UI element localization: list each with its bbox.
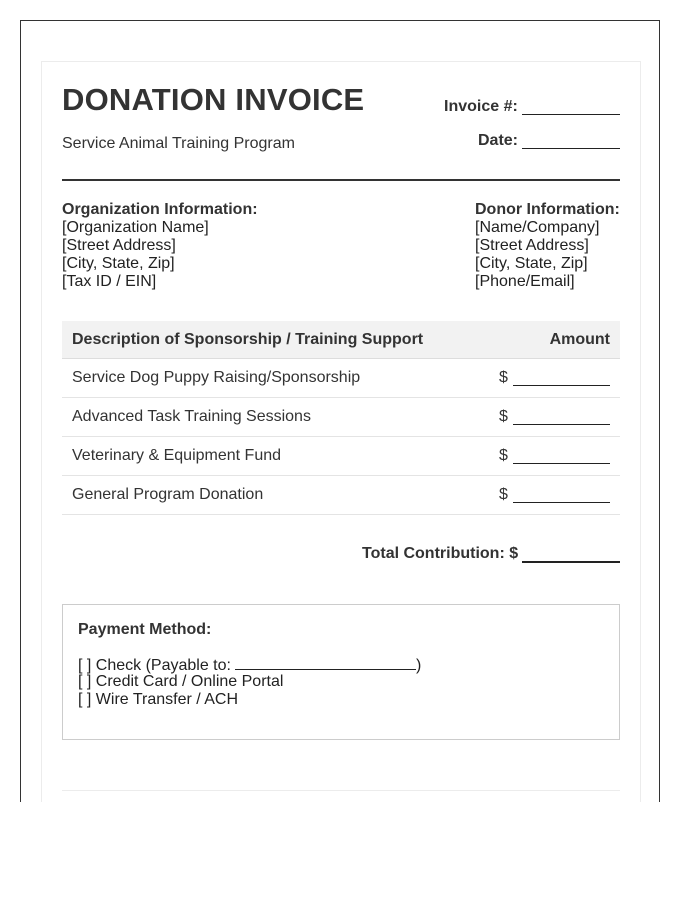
donor-name: [Name/Company]	[475, 219, 600, 236]
payment-option-check[interactable]	[78, 655, 421, 675]
check-option-label: [ ] Check (Payable to:	[78, 657, 231, 674]
table-row	[62, 359, 620, 398]
footer-divider	[62, 790, 620, 791]
page-title: DONATION INVOICE	[62, 82, 365, 117]
total-contribution-field[interactable]	[522, 561, 620, 563]
donor-contact: [Phone/Email]	[475, 273, 575, 290]
row-description: General Program Donation	[72, 486, 264, 503]
payment-option-wire[interactable]: [ ] Wire Transfer / ACH	[78, 691, 239, 708]
currency-symbol: $	[499, 369, 508, 386]
organization-heading: Organization Information:	[62, 201, 258, 218]
date-field[interactable]	[522, 148, 620, 149]
currency-symbol: $	[499, 447, 508, 464]
donor-city: [City, State, Zip]	[475, 255, 588, 272]
organization-city: [City, State, Zip]	[62, 255, 175, 272]
amount-field[interactable]	[513, 424, 610, 425]
amount-field[interactable]	[513, 502, 610, 503]
table-row	[62, 437, 620, 476]
currency-symbol: $	[499, 486, 508, 503]
total-contribution-label: Total Contribution: $	[362, 545, 519, 562]
payment-method-box	[62, 604, 620, 740]
organization-name: [Organization Name]	[62, 219, 209, 236]
donor-heading: Donor Information:	[475, 201, 620, 218]
description-column-header: Description of Sponsorship / Training Support	[72, 331, 424, 348]
table-header	[62, 321, 620, 359]
invoice-number-field[interactable]	[522, 114, 620, 115]
organization-tax-id: [Tax ID / EIN]	[62, 273, 157, 290]
currency-symbol: $	[499, 408, 508, 425]
amount-column-header: Amount	[549, 331, 610, 348]
program-subtitle: Service Animal Training Program	[62, 135, 295, 152]
amount-field[interactable]	[513, 385, 610, 386]
payable-to-field[interactable]	[235, 655, 416, 670]
header-divider	[62, 179, 620, 181]
row-description: Advanced Task Training Sessions	[72, 408, 311, 425]
table-row	[62, 398, 620, 437]
table-row	[62, 476, 620, 515]
organization-street: [Street Address]	[62, 237, 176, 254]
row-description: Service Dog Puppy Raising/Sponsorship	[72, 369, 361, 386]
amount-field[interactable]	[513, 463, 610, 464]
donor-street: [Street Address]	[475, 237, 589, 254]
invoice-number-label: Invoice #:	[444, 98, 518, 115]
row-description: Veterinary & Equipment Fund	[72, 447, 282, 464]
check-option-close: )	[415, 657, 422, 674]
date-label: Date:	[478, 132, 519, 149]
payment-option-card[interactable]: [ ] Credit Card / Online Portal	[78, 673, 284, 690]
payment-method-heading: Payment Method:	[78, 621, 212, 638]
